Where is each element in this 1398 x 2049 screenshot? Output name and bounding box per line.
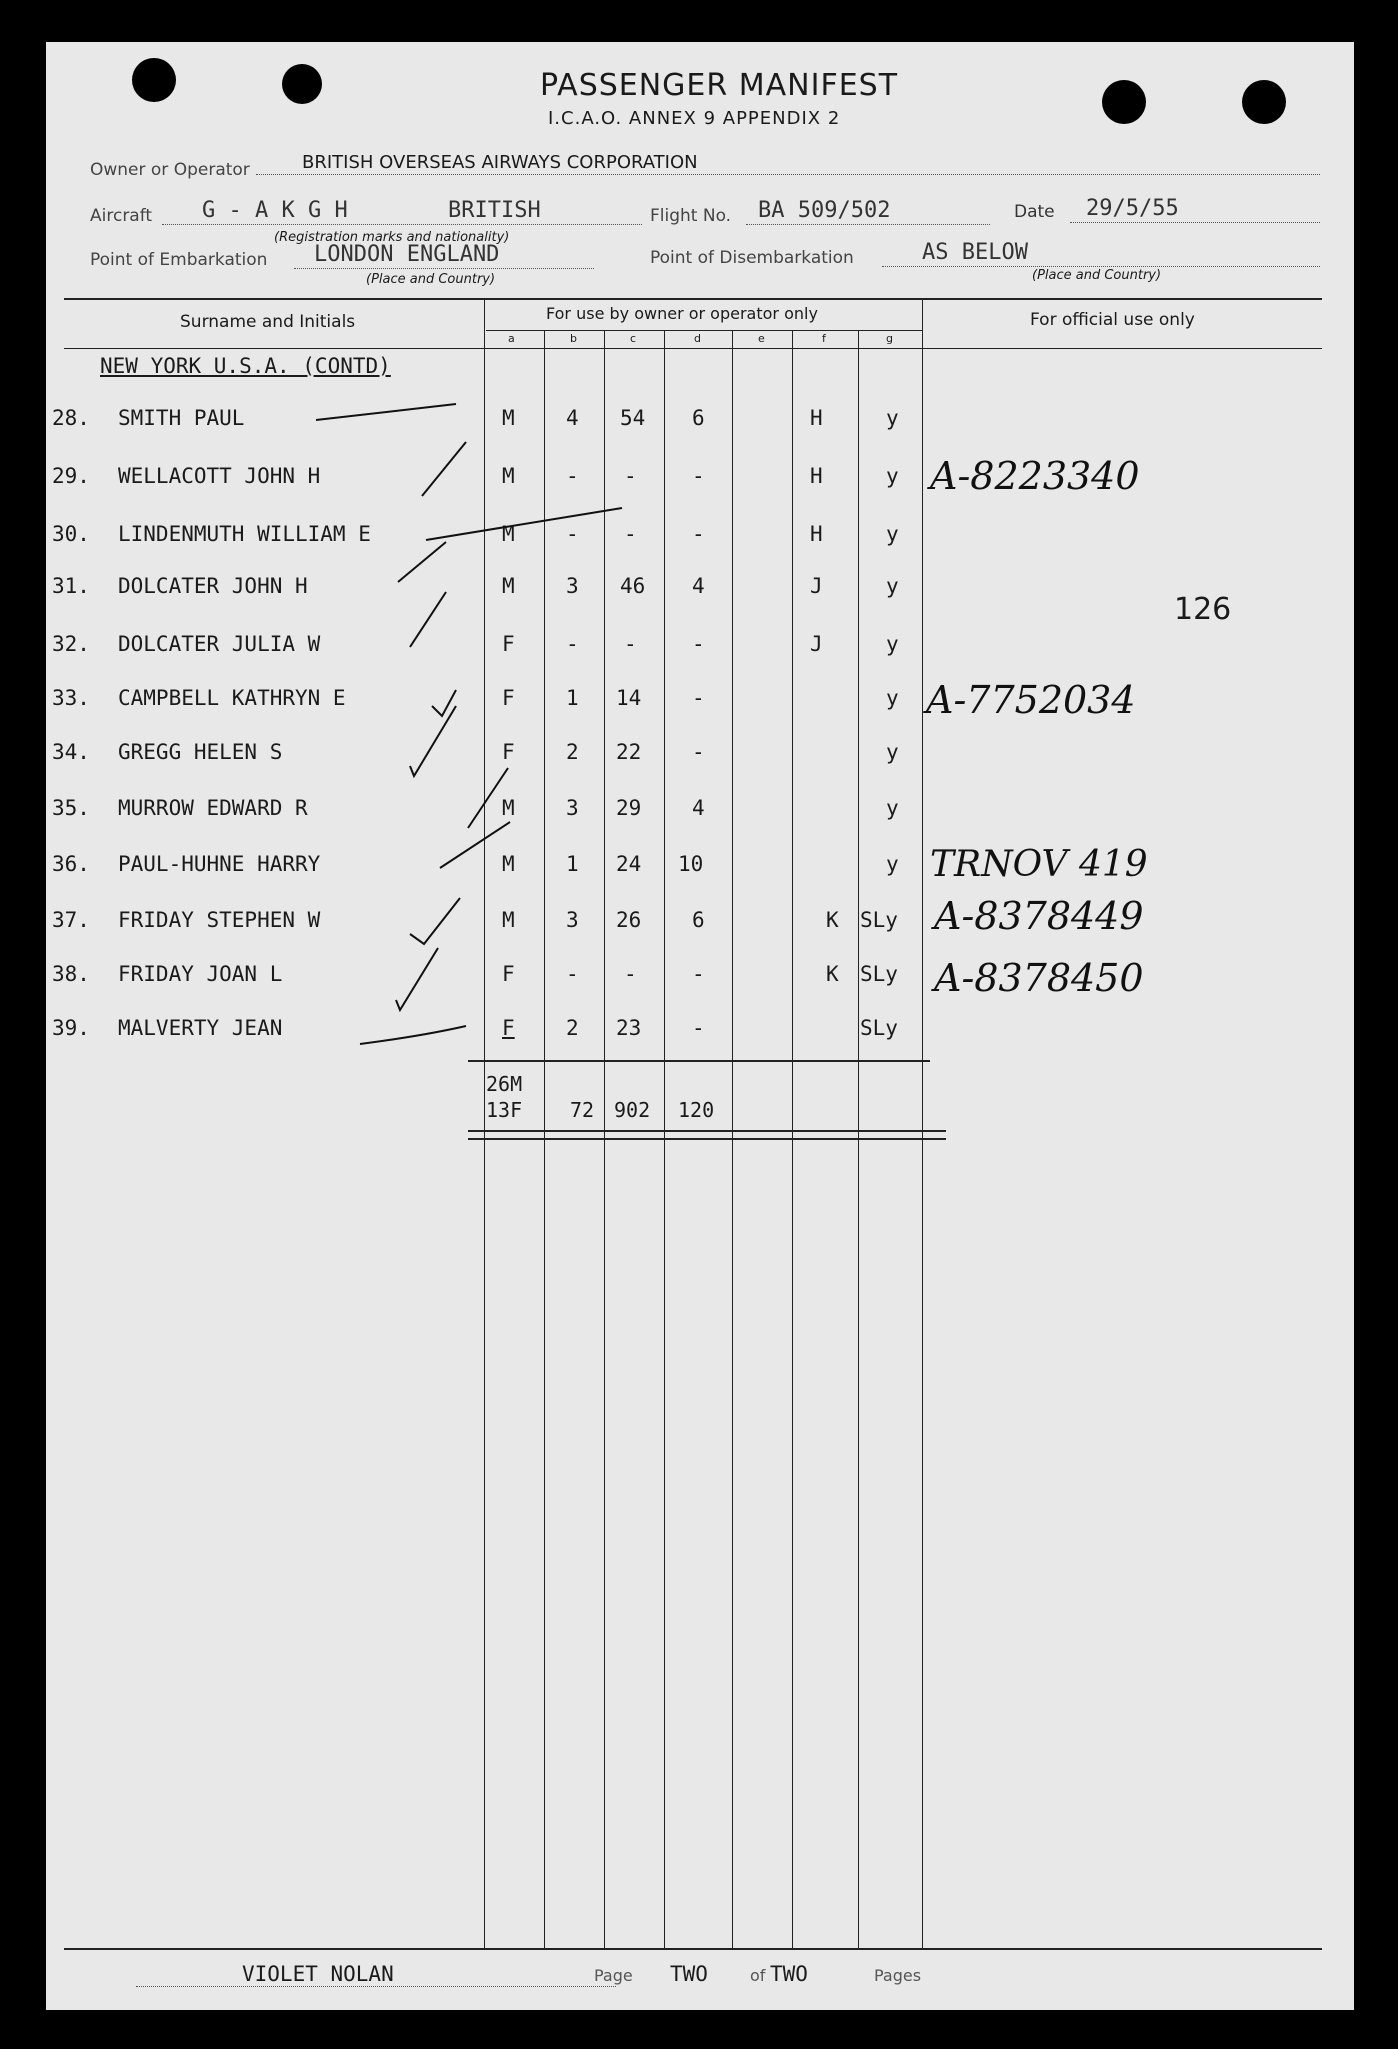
- cell-g: y: [886, 522, 899, 546]
- cell-b: 4: [566, 406, 579, 430]
- row-number: 28.: [52, 406, 90, 430]
- cell-a: M: [502, 908, 515, 932]
- footer-of-value: TWO: [770, 1962, 808, 1986]
- cell-d: 4: [692, 796, 705, 820]
- col-header-owner: For use by owner or operator only: [546, 304, 818, 323]
- cell-d: 10: [678, 852, 704, 876]
- row-number: 30.: [52, 522, 90, 546]
- passenger-name: MURROW EDWARD R: [118, 796, 308, 820]
- col-header-name: Surname and Initials: [180, 312, 356, 332]
- subcol-a: a: [508, 332, 515, 345]
- cell-c: -: [624, 522, 637, 546]
- cell-g: SLy: [860, 908, 898, 932]
- total-c: 902: [614, 1098, 651, 1122]
- cell-a: M: [502, 852, 515, 876]
- disembarkation-value: AS BELOW: [922, 240, 1028, 265]
- passenger-name: MALVERTY JEAN: [118, 1016, 283, 1040]
- passenger-name: FRIDAY STEPHEN W: [118, 908, 321, 932]
- row-number: 33.: [52, 686, 90, 710]
- cell-b: -: [566, 962, 579, 986]
- cell-b: 3: [566, 796, 579, 820]
- cell-b: 3: [566, 574, 579, 598]
- passenger-name: DOLCATER JULIA W: [118, 632, 321, 656]
- col-header-official: For official use only: [1030, 310, 1195, 330]
- subcol-d: d: [694, 332, 701, 345]
- cell-b: 1: [566, 852, 579, 876]
- passenger-name: SMITH PAUL: [118, 406, 245, 430]
- manifest-sheet: [46, 42, 1354, 2010]
- subcol-g: g: [886, 332, 893, 345]
- passenger-name: LINDENMUTH WILLIAM E: [118, 522, 371, 546]
- cell-d: -: [692, 740, 705, 764]
- row-number: 37.: [52, 908, 90, 932]
- cell-g: y: [886, 852, 899, 876]
- cell-a: M: [502, 464, 515, 488]
- cell-c: 54: [620, 406, 646, 430]
- passenger-name: DOLCATER JOHN H: [118, 574, 308, 598]
- cell-d: 6: [692, 406, 705, 430]
- cell-f: K: [826, 962, 839, 986]
- handwritten-note: A-8378450: [934, 956, 1144, 1000]
- aircraft-nationality: BRITISH: [448, 198, 541, 223]
- cell-g: y: [886, 574, 899, 598]
- cell-d: 4: [692, 574, 705, 598]
- passenger-name: PAUL-HUHNE HARRY: [118, 852, 321, 876]
- cell-b: 1: [566, 686, 579, 710]
- passenger-name: FRIDAY JOAN L: [118, 962, 283, 986]
- cell-a: F: [502, 632, 515, 656]
- subcol-f: f: [822, 332, 826, 345]
- cell-d: -: [692, 522, 705, 546]
- total-d: 120: [678, 1098, 715, 1122]
- cell-g: y: [886, 406, 899, 430]
- cell-b: -: [566, 632, 579, 656]
- footer-pages-label: Pages: [874, 1966, 922, 1985]
- cell-g: y: [886, 464, 899, 488]
- cell-d: -: [692, 632, 705, 656]
- tick-marks: [46, 42, 1354, 2010]
- cell-c: 23: [616, 1016, 642, 1040]
- cell-c: -: [624, 962, 637, 986]
- section-heading: NEW YORK U.S.A. (CONTD): [100, 354, 391, 378]
- document-title: PASSENGER MANIFEST: [540, 68, 899, 103]
- cell-a: F: [502, 686, 515, 710]
- cell-d: -: [692, 962, 705, 986]
- embarkation-note: (Place and Country): [366, 272, 496, 287]
- passenger-name: WELLACOTT JOHN H: [118, 464, 321, 488]
- handwritten-note: A-8223340: [930, 454, 1140, 498]
- cell-a: F: [502, 962, 515, 986]
- cell-a: M: [502, 522, 515, 546]
- cell-c: 26: [616, 908, 642, 932]
- cell-g: SLy: [860, 962, 898, 986]
- footer-of-label: of: [750, 1966, 766, 1985]
- cell-d: -: [692, 1016, 705, 1040]
- row-number: 38.: [52, 962, 90, 986]
- cell-f: H: [810, 464, 823, 488]
- passenger-name: CAMPBELL KATHRYN E: [118, 686, 346, 710]
- cell-d: 6: [692, 908, 705, 932]
- row-number: 34.: [52, 740, 90, 764]
- cell-b: 3: [566, 908, 579, 932]
- embarkation-label: Point of Embarkation: [90, 250, 268, 270]
- total-b: 72: [570, 1098, 595, 1122]
- cell-d: -: [692, 686, 705, 710]
- cell-a: M: [502, 406, 515, 430]
- aircraft-label: Aircraft: [90, 206, 153, 226]
- cell-f: H: [810, 406, 823, 430]
- cell-f: K: [826, 908, 839, 932]
- total-female: 13F: [486, 1098, 523, 1122]
- total-male: 26M: [486, 1072, 523, 1096]
- row-number: 39.: [52, 1016, 90, 1040]
- cell-c: 24: [616, 852, 642, 876]
- cell-c: 14: [616, 686, 642, 710]
- cell-c: 22: [616, 740, 642, 764]
- cell-g: y: [886, 796, 899, 820]
- subcol-e: e: [758, 332, 765, 345]
- cell-a: M: [502, 796, 515, 820]
- cell-f: J: [810, 632, 823, 656]
- disembarkation-note: (Place and Country): [1032, 268, 1162, 283]
- cell-g: y: [886, 632, 899, 656]
- flight-label: Flight No.: [650, 206, 732, 226]
- owner-label: Owner or Operator: [90, 160, 250, 180]
- cell-b: -: [566, 464, 579, 488]
- cell-a: M: [502, 574, 515, 598]
- row-number: 32.: [52, 632, 90, 656]
- cell-c: 46: [620, 574, 646, 598]
- cell-c: -: [624, 632, 637, 656]
- footer-page-label: Page: [594, 1966, 633, 1985]
- cell-d: -: [692, 464, 705, 488]
- page-stamp-number: 126: [1174, 592, 1232, 627]
- aircraft-note: (Registration marks and nationality): [274, 230, 510, 245]
- cell-b: -: [566, 522, 579, 546]
- passenger-name: GREGG HELEN S: [118, 740, 283, 764]
- disembarkation-label: Point of Disembarkation: [650, 248, 854, 268]
- cell-g: SLy: [860, 1016, 898, 1040]
- owner-value: BRITISH OVERSEAS AIRWAYS CORPORATION: [302, 152, 698, 173]
- row-number: 29.: [52, 464, 90, 488]
- subcol-b: b: [570, 332, 577, 345]
- date-label: Date: [1014, 202, 1055, 222]
- footer-page-value: TWO: [670, 1962, 708, 1986]
- footer-clerk-name: VIOLET NOLAN: [242, 1962, 394, 1986]
- embarkation-value: LONDON ENGLAND: [314, 242, 500, 267]
- cell-f: J: [810, 574, 823, 598]
- cell-f: H: [810, 522, 823, 546]
- row-number: 35.: [52, 796, 90, 820]
- aircraft-registration: G - A K G H: [202, 198, 348, 223]
- document-subtitle: I.C.A.O. ANNEX 9 APPENDIX 2: [548, 108, 841, 129]
- handwritten-note: TRNOV 419: [930, 844, 1148, 885]
- cell-a: F: [502, 740, 515, 764]
- handwritten-note: A-8378449: [934, 894, 1144, 938]
- cell-a: F: [502, 1016, 515, 1040]
- date-value: 29/5/55: [1086, 196, 1179, 221]
- subcol-c: c: [630, 332, 637, 345]
- cell-c: 29: [616, 796, 642, 820]
- handwritten-note: A-7752034: [926, 678, 1136, 722]
- cell-c: -: [624, 464, 637, 488]
- row-number: 31.: [52, 574, 90, 598]
- cell-b: 2: [566, 1016, 579, 1040]
- cell-g: y: [886, 740, 899, 764]
- row-number: 36.: [52, 852, 90, 876]
- flight-value: BA 509/502: [758, 198, 891, 223]
- cell-g: y: [886, 686, 899, 710]
- cell-b: 2: [566, 740, 579, 764]
